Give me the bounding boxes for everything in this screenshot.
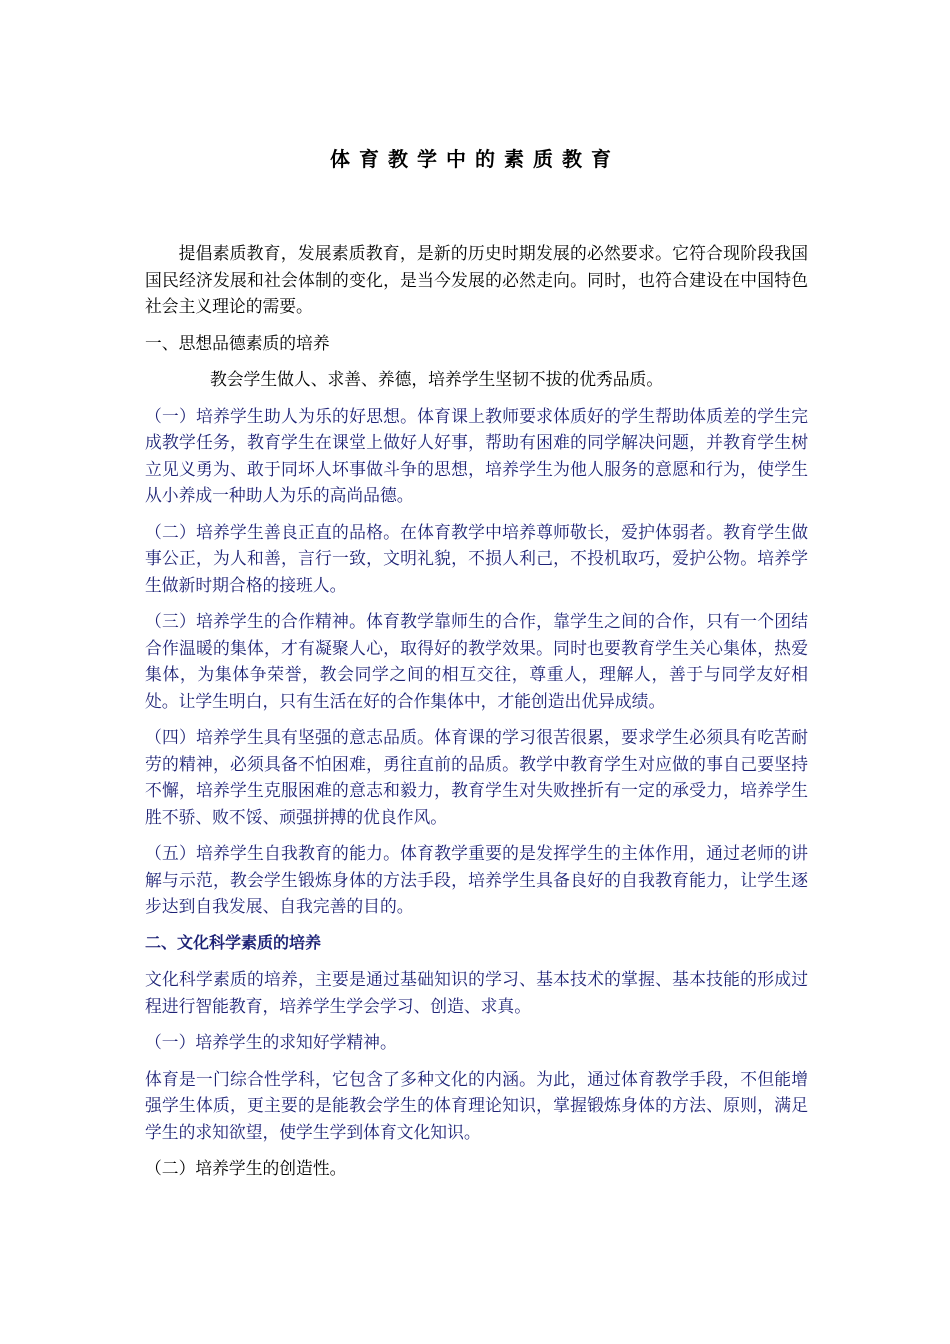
document-title: 体育教学中的素质教育 (330, 147, 620, 171)
document-body (145, 240, 808, 1192)
section1-summary: 教会学生做人、求善、养德，培养学生坚韧不拔的优秀品质。 (210, 369, 664, 389)
section1-heading: 一、思想品德素质的培养 (145, 332, 330, 353)
section1-item3: （三）培养学生的合作精神。体育教学靠师生的合作，靠学生之间的合作，只有一个团结合作温暖的集体，才有凝聚人心，取得好的教学效果。同时也要教育学生关心集体，热爱集体，为集体争荣誉，教会同学之间的相互交往，尊重人，理解人，善于与同学友好相处。让学生明白，只有生活在好的合作集体中，才能创造出优异成绩。 (145, 611, 808, 711)
section1-item5: （五）培养学生自我教育的能力。体育教学重要的是发挥学生的主体作用，通过老师的讲解与示范，教会学生锻炼身体的方法手段，培养学生具备良好的自我教育能力，让学生逐步达到自我发展、自我完善的目的。 (145, 843, 808, 916)
section2-intro: 文化科学素质的培养，主要是通过基础知识的学习、基本技术的掌握、基本技能的形成过程进行智能教育，培养学生学会学习、创造、求真。 (145, 969, 808, 1016)
section2-item2-heading: （二）培养学生的创造性。 (145, 1158, 347, 1178)
section2-item1-heading: （一）培养学生的求知好学精神。 (145, 1032, 397, 1052)
intro-paragraph: 提倡素质教育，发展素质教育，是新的历史时期发展的必然要求。它符合现阶段我国国民经济发展和社会体制的变化，是当今发展的必然走向。同时，也符合建设在中国特色社会主义理论的需要。 (145, 243, 808, 316)
section1-item2: （二）培养学生善良正直的品格。在体育教学中培养尊师敬长，爱护体弱者。教育学生做事公正，为人和善，言行一致，文明礼貌，不损人利己，不投机取巧，爱护公物。培养学生做新时期合格的接班人。 (145, 521, 808, 595)
section1-item1: （一）培养学生助人为乐的好思想。体育课上教师要求体质好的学生帮助体质差的学生完成教学任务，教育学生在课堂上做好人好事，帮助有困难的同学解决问题，并教育学生树立见义勇为、敢于同坏人坏事做斗争的思想，培养学生为他人服务的意愿和行为，使学生从小养成一种助人为乐的高尚品德。 (145, 405, 808, 505)
section1-item4: （四）培养学生具有坚强的意志品质。体育课的学习很苦很累，要求学生必须具有吃苦耐劳的精神，必须具备不怕困难，勇往直前的品质。教学中教育学生对应做的事自己要坚持不懈，培养学生克服困难的意志和毅力，教育学生对失败挫折有一定的承受力，培养学生胜不骄、败不馁、顽强拼搏的优良作风。 (145, 727, 808, 827)
section2-item1-body: 体育是一门综合性学科，它包含了多种文化的内涵。为此，通过体育教学手段，不但能增强学生体质，更主要的是能教会学生的体育理论知识，掌握锻炼身体的方法、原则，满足学生的求知欲望，使学生学到体育文化知识。 (145, 1068, 808, 1142)
section2-heading: 二、文化科学素质的培养 (145, 932, 322, 952)
